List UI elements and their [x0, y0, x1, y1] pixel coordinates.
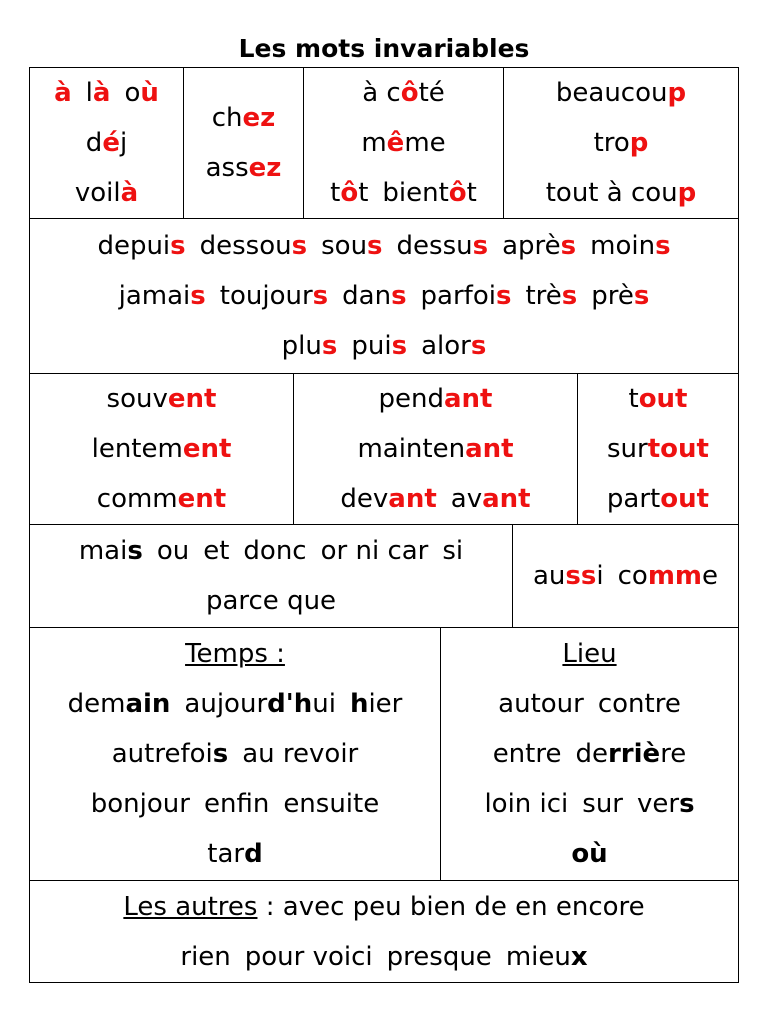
- word-part: ier: [368, 689, 403, 719]
- word-ending: x: [570, 941, 588, 972]
- section-heading: [185, 629, 285, 679]
- text-line: [526, 551, 725, 601]
- word: [91, 789, 190, 819]
- word: [68, 689, 171, 719]
- text-line: [372, 374, 500, 424]
- word: [207, 839, 262, 869]
- text-line: [350, 424, 520, 474]
- word: [357, 434, 513, 464]
- word-part: mieu: [505, 941, 571, 972]
- word: [351, 331, 407, 361]
- word-part: donc: [243, 536, 307, 566]
- word-part: sur: [582, 789, 623, 819]
- word-part: entre: [492, 739, 562, 769]
- word-part: me: [404, 128, 446, 158]
- text-line: [84, 779, 386, 829]
- word: [350, 689, 402, 719]
- cell-temps: [29, 627, 441, 881]
- word: [243, 536, 306, 566]
- cell-a-la-ou: [29, 67, 184, 219]
- word: [242, 739, 358, 769]
- word: [220, 281, 328, 311]
- word-part: toujour: [219, 281, 313, 311]
- word-part: dan: [342, 281, 392, 311]
- word-ending: ô: [400, 78, 419, 108]
- word-part: aujour: [184, 689, 268, 719]
- word: [362, 78, 445, 108]
- word-ending: out: [638, 384, 688, 414]
- word: [591, 281, 649, 311]
- section-heading-text: Temps :: [185, 639, 285, 669]
- page-title: Les mots invariables: [238, 34, 530, 63]
- word: [54, 78, 72, 108]
- word: [97, 231, 185, 261]
- word: [342, 281, 406, 311]
- word: [594, 128, 649, 158]
- word-ending: ant: [388, 484, 437, 514]
- word-ending: ez: [248, 153, 282, 183]
- word-part: ass: [205, 153, 249, 183]
- word-ending: p: [629, 128, 649, 158]
- text-line: [112, 271, 657, 321]
- word-part: plu: [281, 331, 322, 361]
- cell-a-cote: [303, 67, 504, 219]
- word: [86, 128, 127, 158]
- text-line: [355, 68, 452, 118]
- word: [361, 128, 445, 158]
- word-ending: s: [391, 281, 407, 311]
- word: [107, 384, 217, 414]
- word-part: pui: [351, 331, 392, 361]
- text-line: [477, 779, 701, 829]
- word: [321, 231, 382, 261]
- word: [379, 384, 493, 414]
- word: [184, 689, 336, 719]
- word-part: part: [606, 484, 661, 514]
- text-line: [587, 118, 656, 168]
- word-part: tro: [593, 128, 630, 158]
- word-part: aprè: [502, 231, 561, 261]
- word-ending: à: [92, 78, 111, 108]
- word-ending: h: [349, 689, 369, 719]
- word-part: prè: [591, 281, 634, 311]
- word-part: autrefoi: [111, 739, 213, 769]
- word-ending: tout: [647, 434, 709, 464]
- section-heading: [562, 629, 616, 679]
- word-ending: ô: [340, 178, 359, 208]
- word-ending: ent: [167, 384, 217, 414]
- word: [628, 384, 687, 414]
- text-line: [100, 374, 224, 424]
- word: [598, 689, 681, 719]
- word: [421, 331, 486, 361]
- word-part: j: [119, 128, 128, 158]
- text-line: [72, 526, 470, 576]
- text-line: [68, 168, 145, 218]
- text-line: [47, 68, 166, 118]
- word-ending: s: [633, 281, 650, 311]
- word-part: tar: [207, 839, 245, 869]
- word: [124, 78, 158, 108]
- word: [590, 231, 670, 261]
- word: [506, 942, 588, 972]
- word-ending: s: [321, 331, 338, 361]
- word-ending: s: [655, 231, 671, 261]
- text-line: [79, 118, 134, 168]
- cell-lieu: [440, 627, 739, 881]
- word: [245, 942, 373, 972]
- word-part: té: [418, 78, 445, 108]
- word-part: autour: [498, 689, 584, 719]
- word-part: dev: [340, 484, 389, 514]
- word: [206, 153, 282, 183]
- text-line: [333, 474, 537, 524]
- word-part: à c: [362, 78, 401, 108]
- word-part: ui: [312, 689, 336, 719]
- word: [525, 281, 577, 311]
- word-ending: s: [190, 281, 206, 311]
- word: [112, 739, 229, 769]
- word: [283, 789, 379, 819]
- word: [637, 789, 695, 819]
- word: [200, 231, 307, 261]
- word: [97, 484, 226, 514]
- word-ending: ent: [177, 484, 227, 514]
- word-ending: ss: [565, 561, 597, 591]
- word: [212, 103, 276, 133]
- word-ending: p: [667, 78, 687, 108]
- word-part: av: [450, 484, 483, 514]
- word-part: au: [533, 561, 566, 591]
- word: [442, 536, 463, 566]
- word-ending: rriè: [607, 739, 661, 769]
- word: [571, 839, 607, 869]
- word: [79, 536, 143, 566]
- word: [421, 281, 512, 311]
- word-part: parfoi: [420, 281, 496, 311]
- word: [203, 536, 229, 566]
- word-ending: s: [291, 231, 308, 261]
- word: [282, 331, 338, 361]
- text-line: [564, 829, 614, 879]
- word-ending: à: [54, 78, 72, 108]
- text-line: [539, 168, 704, 218]
- word: [575, 739, 686, 769]
- word-part: alor: [421, 331, 471, 361]
- word: [493, 739, 562, 769]
- text-line: [275, 321, 494, 371]
- cell-words-ending-ent: [29, 373, 294, 525]
- text-line: [600, 424, 716, 474]
- word: [75, 178, 138, 208]
- word-part: ch: [211, 103, 243, 133]
- cell-aussi-comme: [512, 524, 739, 628]
- word: [206, 586, 336, 616]
- cell-les-autres: [29, 880, 739, 983]
- word-ending: s: [312, 281, 329, 311]
- word-ending: à: [120, 178, 139, 208]
- text-line: [90, 474, 233, 524]
- word-ending: s: [170, 231, 186, 261]
- text-line: [123, 882, 644, 932]
- word-part: pend: [378, 384, 444, 414]
- word-ending: d'h: [267, 689, 313, 719]
- word-part: dessou: [199, 231, 292, 261]
- word: [451, 484, 531, 514]
- text-line: [61, 679, 410, 729]
- cell-chez-assez: [183, 67, 304, 219]
- word-part: parce que: [205, 586, 337, 616]
- word: [387, 942, 492, 972]
- word-ending: s: [495, 281, 512, 311]
- word-ending: s: [472, 231, 489, 261]
- word-ending: s: [470, 331, 487, 361]
- word-part: pour voici: [244, 941, 373, 972]
- text-line: [621, 374, 694, 424]
- word: [484, 789, 568, 819]
- word: [607, 484, 709, 514]
- text-line: [486, 729, 694, 779]
- word: [340, 484, 436, 514]
- word-part: rien: [180, 941, 231, 972]
- text-line: [200, 829, 269, 879]
- word-part: depui: [97, 231, 171, 261]
- text-line: [205, 93, 283, 143]
- word: [180, 942, 230, 972]
- word-part: t: [358, 178, 369, 208]
- word-ending: s: [560, 231, 577, 261]
- word-part: comm: [96, 484, 178, 514]
- word-part: souv: [106, 384, 168, 414]
- word-part: mai: [78, 536, 128, 566]
- section-heading-text: Lieu: [562, 639, 617, 669]
- word-part: sur: [607, 434, 648, 464]
- word-part: contre: [597, 689, 681, 719]
- word-ending: ez: [242, 103, 276, 133]
- word: [92, 434, 232, 464]
- word-ending: ain: [125, 689, 171, 719]
- cell-words-ending-ant: [293, 373, 578, 525]
- word-part: t: [628, 384, 639, 414]
- word: [607, 434, 709, 464]
- cell-words-ending-s: [29, 218, 739, 374]
- word: [618, 561, 718, 591]
- word-part: o: [124, 78, 141, 108]
- text-line: [199, 576, 343, 626]
- word-part: m: [361, 128, 387, 158]
- word-ending: ant: [482, 484, 531, 514]
- word-part: jamai: [118, 281, 191, 311]
- word-part: au revoir: [242, 739, 359, 769]
- word-part: e: [702, 561, 718, 591]
- word: [86, 78, 111, 108]
- word-ending: ê: [386, 128, 405, 158]
- word-part: de: [575, 739, 608, 769]
- word-part: trè: [525, 281, 562, 311]
- word-part: enfin: [203, 789, 270, 819]
- word-part: sou: [321, 231, 368, 261]
- word-part: ver: [637, 789, 680, 819]
- word-ending: s: [561, 281, 578, 311]
- word: [382, 178, 476, 208]
- word: [498, 689, 584, 719]
- word-part: bonjour: [90, 789, 190, 819]
- word-ending: s: [127, 536, 143, 566]
- word-part: t: [466, 178, 477, 208]
- word: [330, 178, 368, 208]
- word-part: d: [85, 128, 103, 158]
- word-ending: où: [571, 839, 608, 869]
- text-line: [90, 221, 677, 271]
- word-ending: p: [677, 178, 697, 208]
- text-line: [549, 68, 693, 118]
- word-ending: s: [391, 331, 408, 361]
- word-part: loin ici: [484, 789, 569, 819]
- word-part: lentem: [91, 434, 183, 464]
- word-part: i: [596, 561, 604, 591]
- word: [533, 561, 604, 591]
- word-part: dem: [67, 689, 126, 719]
- word: [582, 789, 623, 819]
- word-part: voil: [74, 178, 121, 208]
- intro-words: : avec peu bien de en encore: [257, 891, 645, 922]
- word-part: or ni car: [320, 536, 429, 566]
- word: [119, 281, 206, 311]
- word-part: et: [203, 536, 230, 566]
- word-part: l: [85, 78, 93, 108]
- text-line: [600, 474, 716, 524]
- word-ending: é: [102, 128, 120, 158]
- word: [321, 536, 429, 566]
- word-ending: ant: [465, 434, 514, 464]
- text-line: [323, 168, 484, 218]
- word-ending: s: [679, 789, 695, 819]
- word-ending: mm: [647, 561, 702, 591]
- word-ending: out: [660, 484, 710, 514]
- word-part: re: [660, 739, 687, 769]
- word-part: bient: [382, 178, 449, 208]
- word-part: moin: [590, 231, 656, 261]
- text-line: [491, 679, 688, 729]
- word-ending: ô: [448, 178, 467, 208]
- word-ending: ù: [140, 78, 159, 108]
- cell-beaucoup: [503, 67, 739, 219]
- word-part: co: [617, 561, 648, 591]
- word: [502, 231, 576, 261]
- text-line: [85, 424, 239, 474]
- word-ending: d: [244, 839, 263, 869]
- text-line: [105, 729, 366, 779]
- word-ending: ent: [182, 434, 232, 464]
- word-part: dessu: [396, 231, 473, 261]
- word-part: tout à cou: [545, 178, 678, 208]
- word-part: si: [442, 536, 464, 566]
- text-line: [199, 143, 289, 193]
- word-part: beaucou: [555, 78, 668, 108]
- word-part: ou: [156, 536, 190, 566]
- cell-words-ending-out: [577, 373, 739, 525]
- text-line: [173, 932, 594, 982]
- word-part: presque: [386, 941, 492, 972]
- section-heading-text: Les autres: [123, 891, 258, 922]
- word: [157, 536, 189, 566]
- text-line: [354, 118, 452, 168]
- word: [556, 78, 686, 108]
- word: [204, 789, 269, 819]
- word-ending: s: [367, 231, 383, 261]
- word-ending: ant: [444, 384, 493, 414]
- cell-conjunctions: [29, 524, 513, 628]
- word-part: t: [330, 178, 341, 208]
- word-ending: s: [212, 739, 229, 769]
- word: [397, 231, 489, 261]
- word-part: ensuite: [283, 789, 380, 819]
- word-part: mainten: [357, 434, 466, 464]
- word: [546, 178, 697, 208]
